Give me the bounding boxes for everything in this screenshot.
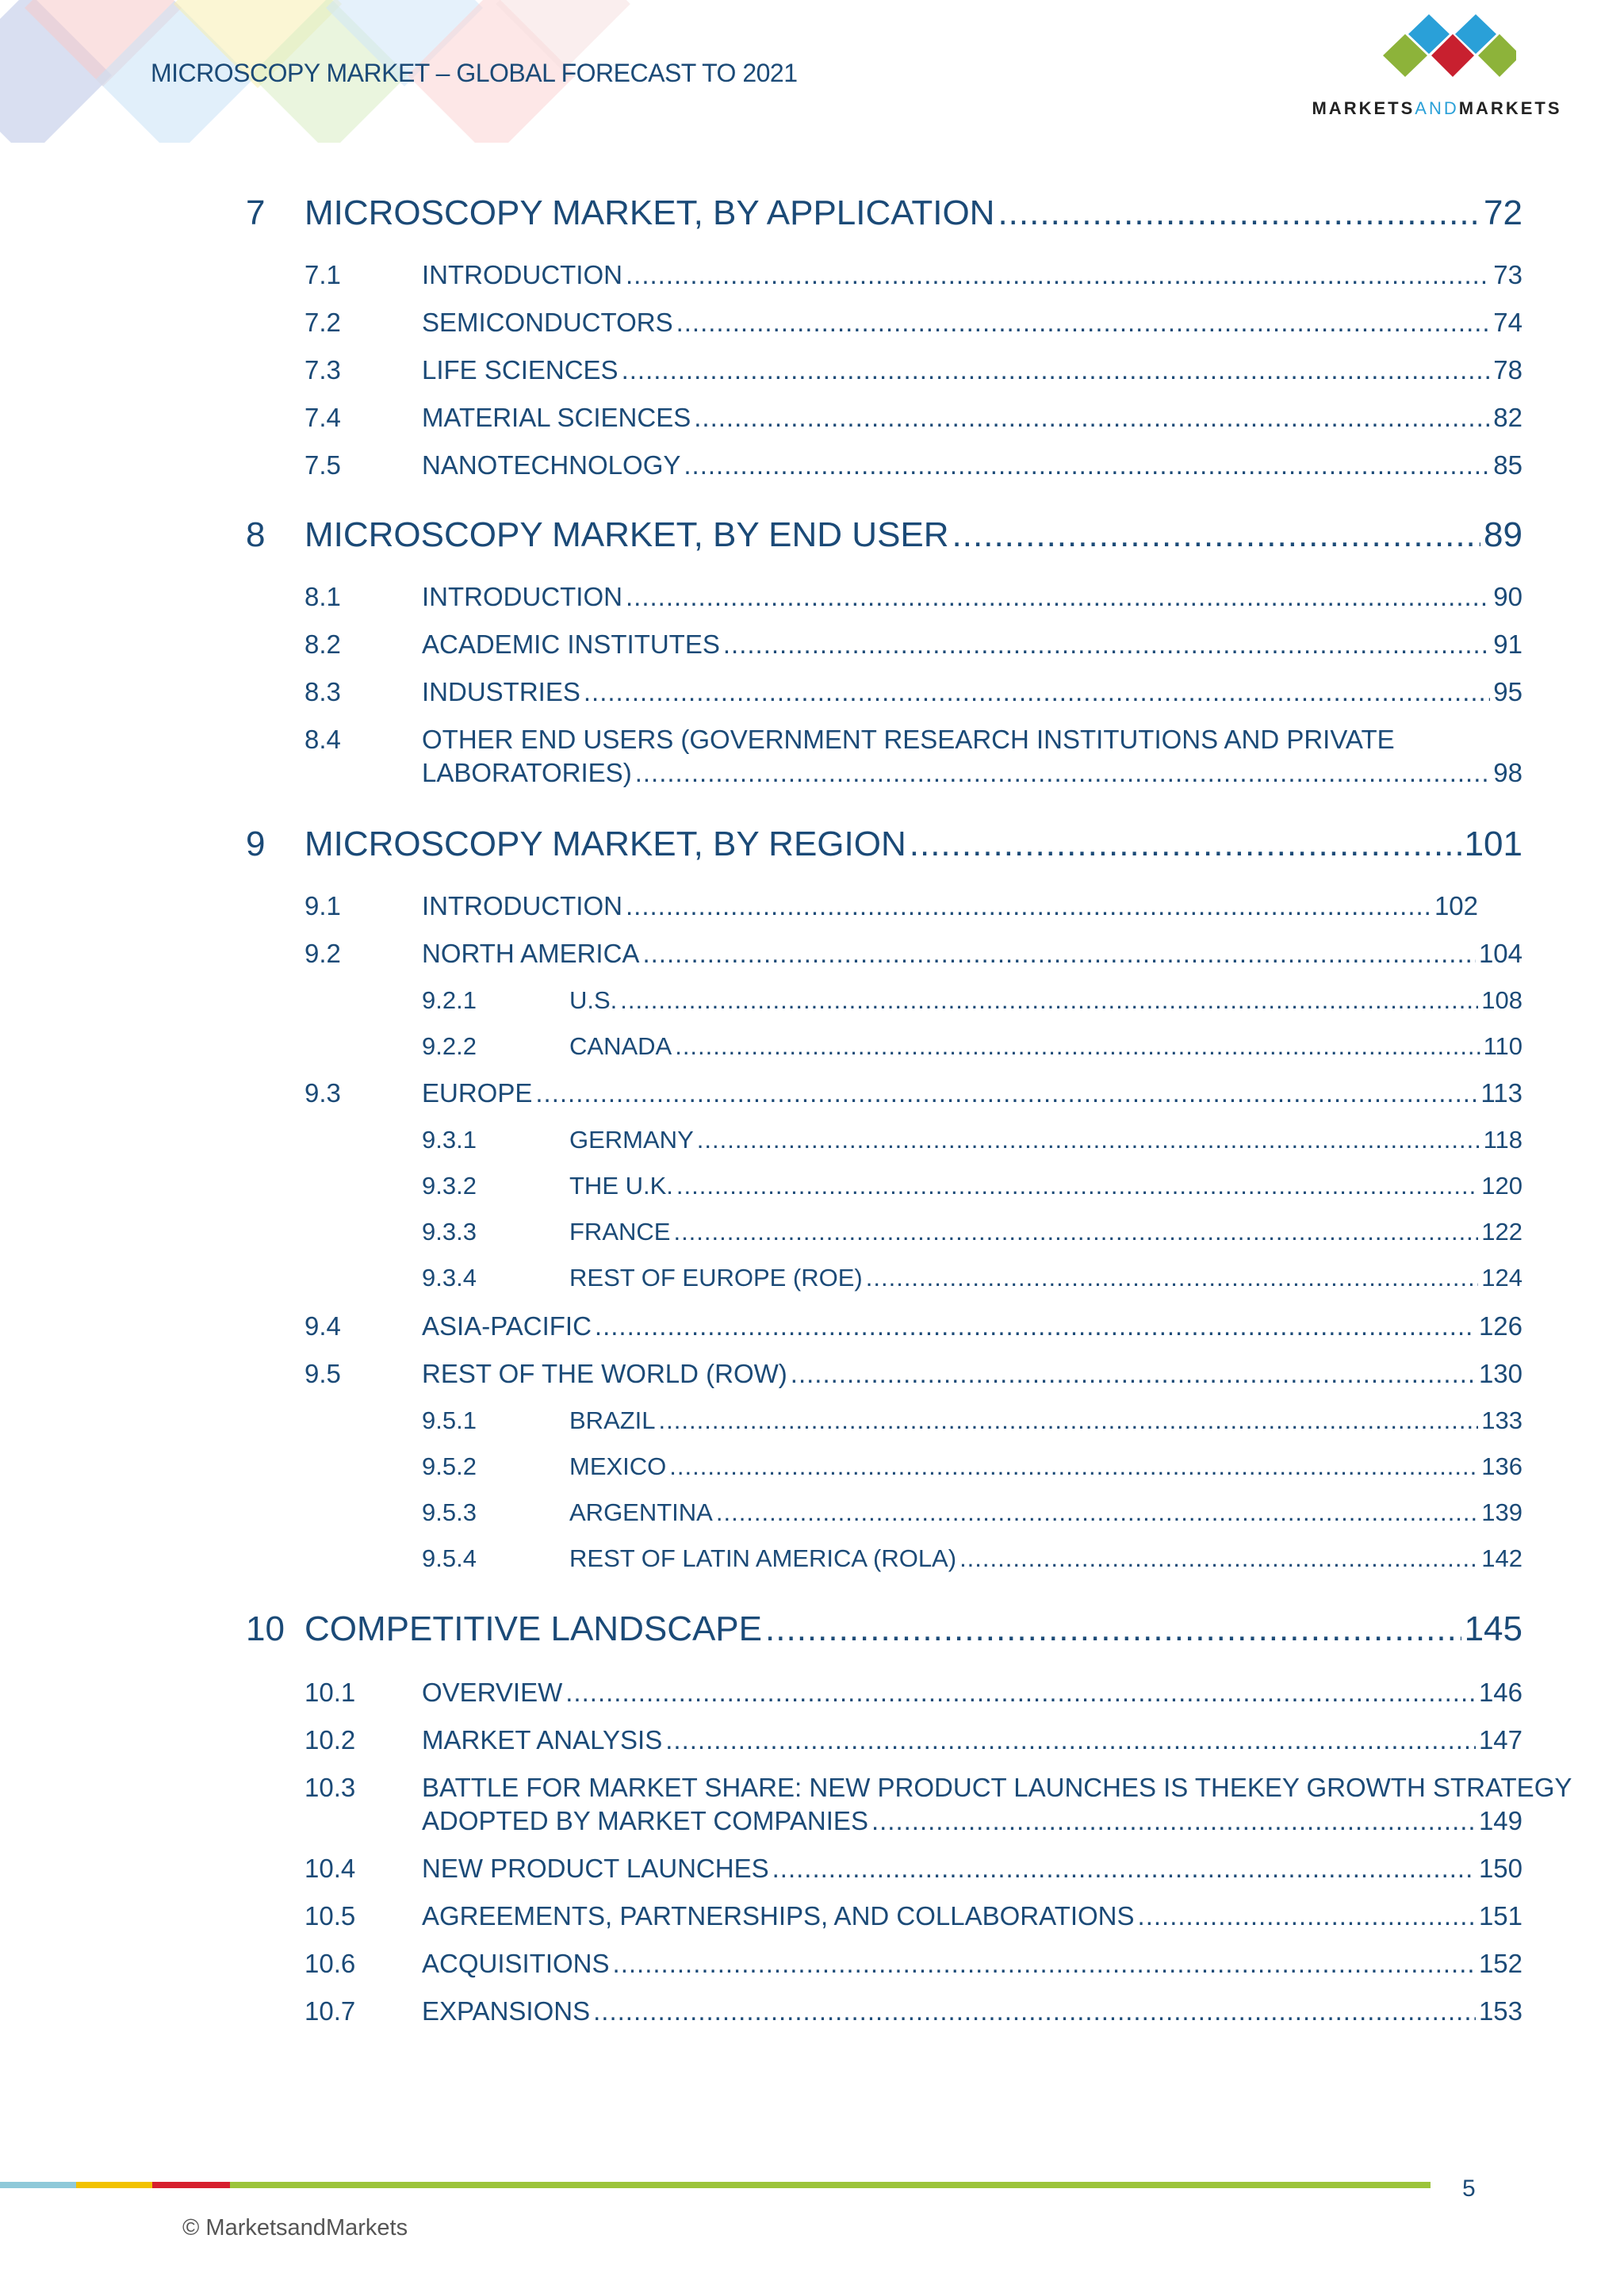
toc-title: LABORATORIES) bbox=[422, 758, 632, 787]
toc-number: 8.4 bbox=[304, 725, 341, 754]
toc-page-number: 130 bbox=[1478, 1359, 1522, 1388]
toc-page-number: 110 bbox=[1483, 1032, 1522, 1060]
toc-number: 8.1 bbox=[304, 582, 341, 611]
toc-page-number: 89 bbox=[1484, 515, 1522, 554]
toc-page-number: 122 bbox=[1481, 1218, 1522, 1246]
toc-title: OVERVIEW bbox=[422, 1678, 563, 1707]
toc-leader-dots bbox=[772, 1854, 1476, 1884]
toc-page-number: 72 bbox=[1484, 193, 1522, 232]
toc-number: 8.2 bbox=[304, 629, 341, 659]
toc-title-line1: OTHER END USERS (GOVERNMENT RESEARCH INSTITUTIONS AND PRIVATE bbox=[422, 725, 1395, 754]
toc-number: 9.3.1 bbox=[422, 1126, 477, 1154]
marketsandmarkets-logo bbox=[1294, 14, 1580, 125]
toc-leader-dots bbox=[659, 1406, 1479, 1435]
toc-number: 10.4 bbox=[304, 1854, 356, 1883]
toc-leader-dots bbox=[723, 629, 1490, 660]
toc-title: MARKET ANALYSIS bbox=[422, 1725, 663, 1755]
toc-leader-dots bbox=[626, 891, 1431, 921]
toc-entry-7-3[interactable] bbox=[304, 355, 1522, 385]
toc-title: REST OF EUROPE (ROE) bbox=[569, 1264, 863, 1292]
toc-leader-dots bbox=[694, 403, 1490, 433]
toc-entry-8-4-first-line[interactable] bbox=[304, 725, 1395, 755]
toc-page-number: 136 bbox=[1481, 1452, 1522, 1480]
toc-leader-dots bbox=[665, 1725, 1476, 1755]
toc-page-number: 85 bbox=[1493, 450, 1522, 480]
toc-number: 10.2 bbox=[304, 1725, 356, 1755]
toc-page-number: 91 bbox=[1493, 629, 1522, 659]
toc-entry-10-5[interactable] bbox=[304, 1901, 1522, 1931]
toc-page-number: 147 bbox=[1478, 1725, 1522, 1755]
toc-leader-dots bbox=[716, 1498, 1478, 1527]
toc-title: NANOTECHNOLOGY bbox=[422, 450, 681, 480]
toc-leader-dots bbox=[622, 355, 1491, 385]
toc-title: MEXICO bbox=[569, 1452, 667, 1480]
toc-page-number: 108 bbox=[1481, 986, 1522, 1014]
toc-leader-dots bbox=[613, 1949, 1476, 1979]
toc-page-number: 149 bbox=[1478, 1806, 1522, 1835]
toc-page-number: 139 bbox=[1481, 1498, 1522, 1526]
toc-number: 9.2.1 bbox=[422, 986, 477, 1014]
toc-page-number: 102 bbox=[1434, 891, 1478, 920]
toc-entry-9-3-1[interactable] bbox=[422, 1126, 1522, 1154]
toc-title: FRANCE bbox=[569, 1218, 671, 1246]
toc-page-number: 142 bbox=[1481, 1544, 1522, 1572]
toc-number: 8.3 bbox=[304, 677, 341, 706]
toc-entry-8-3[interactable] bbox=[304, 677, 1522, 707]
toc-page-number: 145 bbox=[1464, 1609, 1522, 1648]
toc-entry-7-5[interactable] bbox=[304, 450, 1522, 480]
toc-chapter-8[interactable] bbox=[246, 515, 1522, 555]
toc-leader-dots bbox=[1138, 1901, 1476, 1931]
toc-number: 9 bbox=[246, 825, 266, 863]
toc-page-number: 104 bbox=[1478, 939, 1522, 968]
toc-title: INTRODUCTION bbox=[422, 891, 622, 920]
toc-entry-10-4[interactable] bbox=[304, 1854, 1522, 1884]
toc-leader-dots bbox=[565, 1678, 1476, 1708]
toc-number: 9.2.2 bbox=[422, 1032, 477, 1060]
toc-title: NEW PRODUCT LAUNCHES bbox=[422, 1854, 769, 1883]
toc-leader-dots bbox=[871, 1806, 1476, 1836]
logo-wordmark: MARKETSANDMARKETS bbox=[1312, 98, 1562, 118]
toc-title: CANADA bbox=[569, 1032, 672, 1060]
toc-leader-dots bbox=[952, 515, 1481, 555]
toc-number: 9.5.3 bbox=[422, 1498, 477, 1526]
toc-entry-7-4[interactable] bbox=[304, 403, 1522, 433]
toc-number: 9.5.1 bbox=[422, 1406, 477, 1434]
toc-entry-9-2[interactable] bbox=[304, 939, 1522, 969]
toc-leader-dots bbox=[910, 825, 1461, 864]
toc-entry-9-1[interactable] bbox=[304, 891, 1478, 921]
toc-title: BRAZIL bbox=[569, 1406, 656, 1434]
toc-number: 9.5 bbox=[304, 1359, 341, 1388]
toc-entry-8-2[interactable] bbox=[304, 629, 1522, 660]
toc-page-number: 82 bbox=[1493, 403, 1522, 432]
toc-title: REST OF THE WORLD (ROW) bbox=[422, 1359, 787, 1388]
toc-entry-8-4[interactable] bbox=[422, 758, 1522, 788]
toc-entry-9-2-2[interactable] bbox=[422, 1032, 1522, 1061]
toc-page-number: 146 bbox=[1478, 1678, 1522, 1707]
toc-entry-7-1[interactable] bbox=[304, 260, 1522, 290]
toc-entry-9-3-4[interactable] bbox=[422, 1264, 1522, 1292]
toc-number: 9.3.2 bbox=[422, 1172, 477, 1200]
toc-title: GERMANY bbox=[569, 1126, 694, 1154]
toc-entry-8-1[interactable] bbox=[304, 582, 1522, 612]
toc-entry-10-3[interactable] bbox=[422, 1806, 1522, 1836]
toc-page-number: 90 bbox=[1493, 582, 1522, 611]
toc-title: ADOPTED BY MARKET COMPANIES bbox=[422, 1806, 868, 1835]
toc-number: 9.1 bbox=[304, 891, 341, 920]
toc-number: 10.3 bbox=[304, 1773, 356, 1802]
toc-leader-dots bbox=[866, 1264, 1479, 1292]
toc-page-number: 73 bbox=[1493, 260, 1522, 289]
toc-number: 7.1 bbox=[304, 260, 341, 289]
toc-title: MICROSCOPY MARKET, BY APPLICATION bbox=[304, 193, 995, 232]
toc-chapter-7[interactable] bbox=[246, 193, 1522, 233]
toc-number: 9.3.4 bbox=[422, 1264, 477, 1292]
toc-title: REST OF LATIN AMERICA (ROLA) bbox=[569, 1544, 957, 1572]
toc-leader-dots bbox=[676, 308, 1491, 338]
toc-page-number: 78 bbox=[1493, 355, 1522, 385]
toc-page-number: 133 bbox=[1481, 1406, 1522, 1434]
toc-number: 7.2 bbox=[304, 308, 341, 337]
toc-title: MATERIAL SCIENCES bbox=[422, 403, 691, 432]
toc-entry-9-5-3[interactable] bbox=[422, 1498, 1522, 1527]
copyright-notice: © MarketsandMarkets bbox=[182, 2215, 408, 2241]
toc-leader-dots bbox=[626, 260, 1490, 290]
toc-page-number: 126 bbox=[1478, 1311, 1522, 1341]
toc-number: 9.3.3 bbox=[422, 1218, 477, 1246]
toc-entry-9-5-1[interactable] bbox=[422, 1406, 1522, 1435]
toc-page-number: 150 bbox=[1478, 1854, 1522, 1883]
toc-title: ARGENTINA bbox=[569, 1498, 713, 1526]
toc-number: 7.3 bbox=[304, 355, 341, 385]
toc-page-number: 74 bbox=[1493, 308, 1522, 337]
toc-title-line1: BATTLE FOR MARKET SHARE: NEW PRODUCT LAUNCHES IS THEKEY GROWTH STRATEGY bbox=[422, 1773, 1572, 1802]
toc-number: 10.5 bbox=[304, 1901, 356, 1931]
logo-diamonds-icon bbox=[1365, 14, 1516, 94]
toc-entry-9-3[interactable] bbox=[304, 1078, 1522, 1108]
toc-number: 9.4 bbox=[304, 1311, 341, 1341]
toc-title: ACQUISITIONS bbox=[422, 1949, 610, 1978]
toc-title: COMPETITIVE LANDSCAPE bbox=[304, 1609, 763, 1648]
toc-leader-dots bbox=[635, 758, 1491, 788]
toc-number: 9.3 bbox=[304, 1078, 341, 1108]
toc-title: NORTH AMERICA bbox=[422, 939, 640, 968]
toc-entry-9-4[interactable] bbox=[304, 1311, 1522, 1341]
toc-number: 7 bbox=[246, 193, 266, 232]
toc-leader-dots bbox=[765, 1609, 1461, 1649]
toc-title: ACADEMIC INSTITUTES bbox=[422, 629, 720, 659]
toc-title: INTRODUCTION bbox=[422, 582, 622, 611]
toc-title: INDUSTRIES bbox=[422, 677, 580, 706]
toc-entry-9-3-3[interactable] bbox=[422, 1218, 1522, 1246]
toc-page-number: 153 bbox=[1478, 1996, 1522, 2026]
toc-title: INTRODUCTION bbox=[422, 260, 622, 289]
toc-entry-9-5[interactable] bbox=[304, 1359, 1522, 1389]
toc-title: MICROSCOPY MARKET, BY REGION bbox=[304, 825, 906, 863]
toc-number: 9.5.2 bbox=[422, 1452, 477, 1480]
toc-number: 7.4 bbox=[304, 403, 341, 432]
toc-chapter-9[interactable] bbox=[246, 825, 1522, 864]
toc-number: 10.1 bbox=[304, 1678, 356, 1707]
toc-leader-dots bbox=[697, 1126, 1480, 1154]
toc-entry-9-2-1[interactable] bbox=[422, 986, 1522, 1015]
toc-page-number: 152 bbox=[1478, 1949, 1522, 1978]
toc-leader-dots bbox=[595, 1311, 1476, 1341]
toc-leader-dots bbox=[959, 1544, 1478, 1573]
toc-title: EUROPE bbox=[422, 1078, 533, 1108]
toc-entry-9-5-4[interactable] bbox=[422, 1544, 1522, 1573]
toc-leader-dots bbox=[584, 677, 1490, 707]
toc-page-number: 95 bbox=[1493, 677, 1522, 706]
toc-leader-dots bbox=[626, 582, 1490, 612]
toc-title: EXPANSIONS bbox=[422, 1996, 591, 2026]
toc-page-number: 101 bbox=[1464, 825, 1522, 863]
page-number: 5 bbox=[1462, 2175, 1476, 2202]
toc-entry-10-7[interactable] bbox=[304, 1996, 1522, 2026]
header-report-title: MICROSCOPY MARKET – GLOBAL FORECAST TO 2021 bbox=[151, 59, 798, 87]
toc-number: 10 bbox=[246, 1609, 285, 1648]
toc-page-number: 113 bbox=[1480, 1078, 1522, 1108]
toc-leader-dots bbox=[593, 1996, 1476, 2026]
toc-title: ASIA-PACIFIC bbox=[422, 1311, 592, 1341]
toc-entry-9-5-2[interactable] bbox=[422, 1452, 1522, 1481]
toc-number: 7.5 bbox=[304, 450, 341, 480]
toc-entry-7-2[interactable] bbox=[304, 308, 1522, 338]
toc-leader-dots bbox=[791, 1359, 1476, 1389]
toc-number: 9.2 bbox=[304, 939, 341, 968]
toc-leader-dots bbox=[675, 1032, 1480, 1061]
toc-title: U.S. bbox=[569, 986, 618, 1014]
toc-number: 10.7 bbox=[304, 1996, 356, 2026]
toc-leader-dots bbox=[535, 1078, 1477, 1108]
toc-number: 9.5.4 bbox=[422, 1544, 477, 1572]
toc-title: SEMICONDUCTORS bbox=[422, 308, 673, 337]
toc-page-number: 98 bbox=[1493, 758, 1522, 787]
toc-leader-dots bbox=[684, 450, 1490, 480]
toc-leader-dots bbox=[673, 1218, 1478, 1246]
toc-title: AGREEMENTS, PARTNERSHIPS, AND COLLABORATIONS bbox=[422, 1901, 1135, 1931]
toc-page-number: 120 bbox=[1481, 1172, 1522, 1200]
toc-entry-10-6[interactable] bbox=[304, 1949, 1522, 1979]
toc-entry-10-1[interactable] bbox=[304, 1678, 1522, 1708]
toc-chapter-10[interactable] bbox=[246, 1609, 1522, 1649]
toc-leader-dots bbox=[642, 939, 1476, 969]
toc-title: THE U.K. bbox=[569, 1172, 673, 1200]
toc-entry-10-3-first-line[interactable] bbox=[304, 1773, 1572, 1803]
toc-title: LIFE SCIENCES bbox=[422, 355, 619, 385]
toc-title: MICROSCOPY MARKET, BY END USER bbox=[304, 515, 949, 554]
toc-entry-9-3-2[interactable] bbox=[422, 1172, 1522, 1200]
toc-number: 8 bbox=[246, 515, 266, 554]
toc-page-number: 151 bbox=[1478, 1901, 1522, 1931]
toc-entry-10-2[interactable] bbox=[304, 1725, 1522, 1755]
toc-leader-dots bbox=[998, 193, 1480, 233]
toc-page-number: 118 bbox=[1483, 1126, 1522, 1154]
toc-number: 10.6 bbox=[304, 1949, 356, 1978]
toc-leader-dots bbox=[669, 1452, 1478, 1481]
toc-page-number: 124 bbox=[1481, 1264, 1522, 1292]
toc-leader-dots bbox=[676, 1172, 1478, 1200]
toc-leader-dots bbox=[620, 986, 1478, 1015]
